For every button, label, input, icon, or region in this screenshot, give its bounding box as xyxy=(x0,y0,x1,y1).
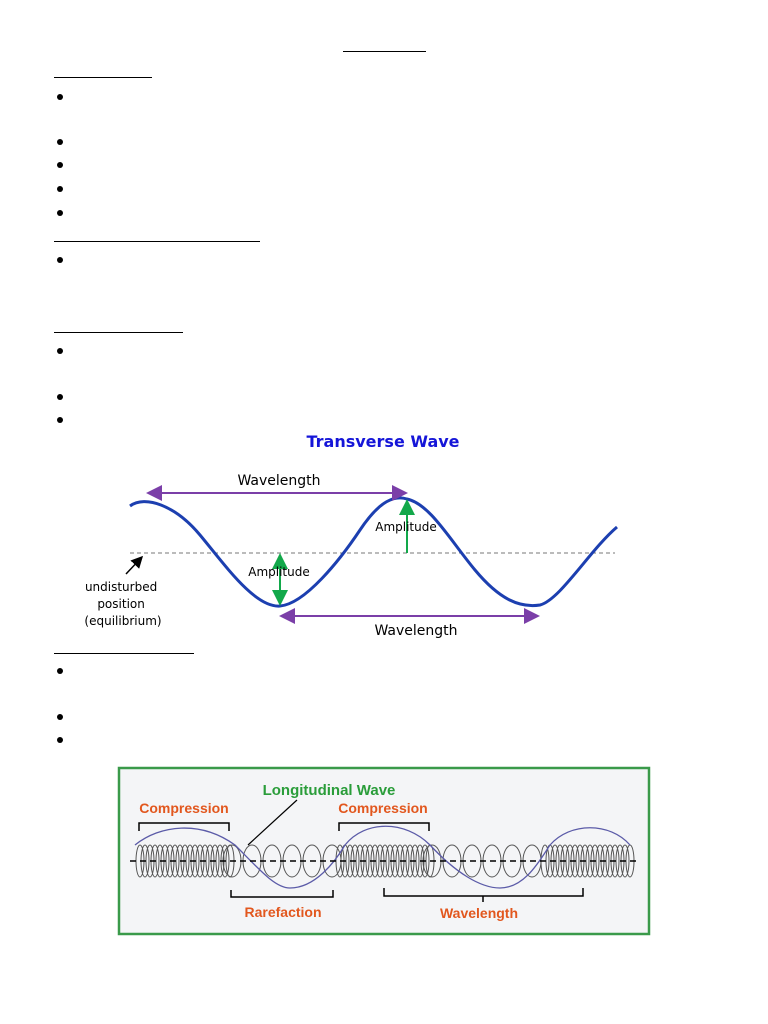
transverse-wave-diagram xyxy=(60,428,640,648)
longitudinal-wave-diagram xyxy=(114,764,656,942)
transverse-wave-curve xyxy=(130,498,617,606)
wavelength-label: Wavelength xyxy=(439,905,519,921)
wavelength-label: Wavelength xyxy=(374,623,458,639)
bullet-point xyxy=(57,394,63,400)
section-heading-rule xyxy=(54,653,194,654)
section-heading-rule xyxy=(54,77,152,78)
rarefaction-label: Rarefaction xyxy=(244,904,322,920)
bullet-point xyxy=(57,737,63,743)
bullet-point xyxy=(57,210,63,216)
equilibrium-label-line: undisturbed xyxy=(84,580,158,594)
bullet-point xyxy=(57,714,63,720)
bullet-point xyxy=(57,186,63,192)
compression-label: Compression xyxy=(139,800,229,816)
longitudinal-title: Longitudinal Wave xyxy=(262,782,396,799)
page-title-rule xyxy=(343,51,426,52)
bullet-point xyxy=(57,139,63,145)
wavelength-label: Wavelength xyxy=(237,473,321,489)
section-heading-rule xyxy=(54,332,183,333)
section-heading-rule xyxy=(54,241,260,242)
bullet-point xyxy=(57,668,63,674)
bullet-point xyxy=(57,417,63,423)
equilibrium-label-line: position xyxy=(97,597,145,611)
bullet-point xyxy=(57,257,63,263)
bullet-point xyxy=(57,94,63,100)
amplitude-label: Amplitude xyxy=(248,565,310,579)
amplitude-label: Amplitude xyxy=(375,520,437,534)
bullet-point xyxy=(57,348,63,354)
transverse-title: Transverse Wave xyxy=(306,432,460,451)
compression-label: Compression xyxy=(338,800,428,816)
equilibrium-label xyxy=(84,580,161,628)
equilibrium-label-line: (equilibrium) xyxy=(84,614,162,628)
bullet-point xyxy=(57,162,63,168)
equilibrium-pointer-arrow xyxy=(126,557,142,574)
